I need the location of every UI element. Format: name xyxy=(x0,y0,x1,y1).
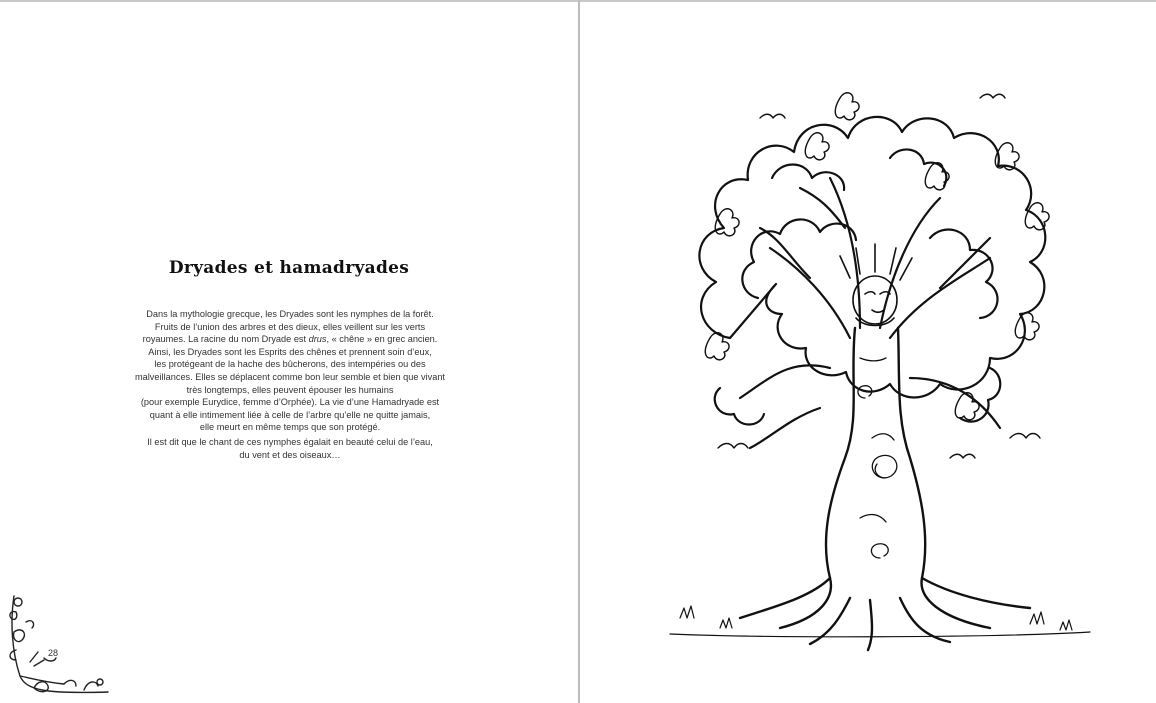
text-line: royaumes. La racine du nom Dryade est drus, « chêne » en grec ancien. xyxy=(142,334,438,345)
trunk-swirls xyxy=(858,358,897,558)
text-line: Il est dit que le chant de ces nymphes égalait en beauté celui de l’eau, xyxy=(147,436,433,447)
text-line: du vent et des oiseaux… xyxy=(239,449,341,460)
text-line: Ainsi, les Dryades sont les Esprits des chênes et prennent soin d’eux, xyxy=(148,346,432,357)
tree-trunk xyxy=(740,328,1030,650)
text-line: les protégeant de la hache des bûcherons, des intempéries ou des xyxy=(154,359,426,370)
oak-leaves xyxy=(705,93,1049,420)
page-number: 28 xyxy=(48,648,59,658)
corner-vine-ornament-icon xyxy=(4,592,112,700)
left-page xyxy=(0,2,578,703)
right-page xyxy=(580,2,1156,703)
page-title: Dryades et hamadryades xyxy=(168,258,410,278)
text-line: très longtemps, elles peuvent épouser les humains xyxy=(186,384,394,395)
text-line: (pour exemple Eurydice, femme d’Orphée). La vie d’une Hamadryade est xyxy=(140,397,440,408)
text-line: Fruits de l’union des arbres et des dieux, elles veillent sur les verts xyxy=(154,321,426,332)
ground-grass xyxy=(670,606,1090,637)
dryad-tree-illustration xyxy=(660,38,1100,668)
text-line: Dans la mythologie grecque, les Dryades sont les nymphes de la forêt. xyxy=(146,309,434,319)
tree-canopy xyxy=(699,117,1045,425)
text-line: elle meurt en même temps que son protégé. xyxy=(199,422,381,433)
text-line: quant à elle intimement liée à celle de l’arbre qu’elle ne quitte jamais, xyxy=(149,409,431,420)
body-text xyxy=(120,308,460,461)
text-line: malveillances. Elles se déplacent comme bon leur semble et bien que vivant xyxy=(135,371,445,382)
